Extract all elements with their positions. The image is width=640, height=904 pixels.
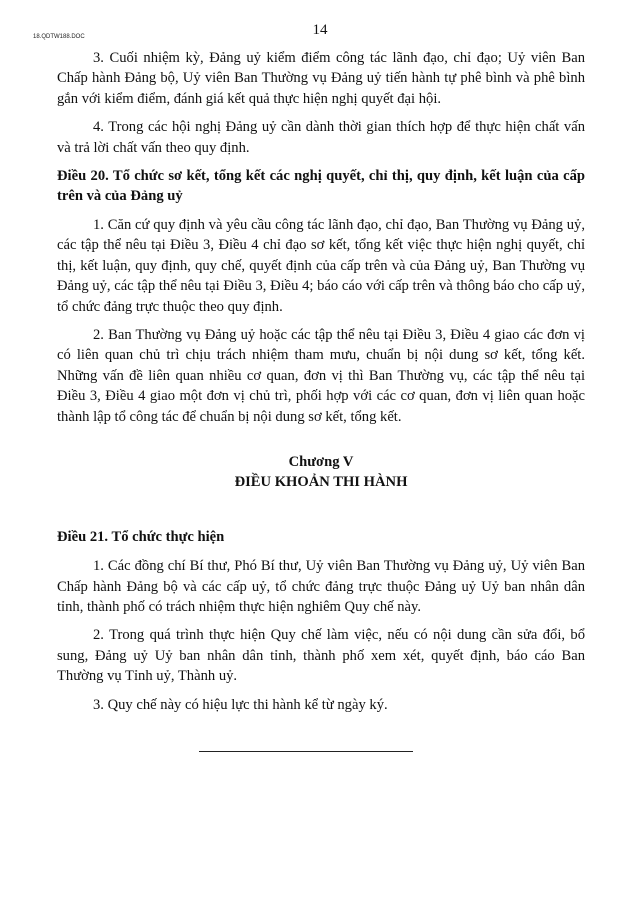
document-body	[57, 48, 585, 723]
chapter-heading	[57, 452, 585, 492]
article-21-title: Điều 21. Tổ chức thực hiện	[57, 529, 225, 546]
end-divider-line	[199, 751, 413, 752]
chapter-title: ĐIỀU KHOẢN THI HÀNH	[234, 474, 408, 491]
article-21-paragraph-1: 1. Các đồng chí Bí thư, Phó Bí thư, Uỷ viên Ban Thường vụ Đảng uỷ, Uỷ viên Ban Chấp hành Đảng bộ và các cấp uỷ, tổ chức đảng trực thuộc Đảng uỷ Uỷ ban nhân dân tỉnh, thành phố có trách nhiệm thực hiện nghiêm Quy chế này.	[57, 558, 585, 615]
article-20-title: Điều 20. Tổ chức sơ kết, tổng kết các nghị quyết, chỉ thị, quy định, kết luận của cấp trên và của Đảng uỷ	[57, 168, 585, 205]
article-21-paragraph-2: 2. Trong quá trình thực hiện Quy chế làm việc, nếu có nội dung cần sửa đổi, bổ sung, Đảng uỷ Uỷ ban nhân dân tỉnh, thành phố xem xét, quyết định, báo cáo Ban Thường vụ Tỉnh uỷ, Thành uỷ.	[57, 627, 585, 685]
file-tag: 18.QDTW188.DOC	[33, 34, 85, 40]
article-20-paragraph-1: 1. Căn cứ quy định và yêu cầu công tác lãnh đạo, chỉ đạo, Ban Thường vụ Đảng uỷ, các tập thể nêu tại Điều 3, Điều 4 chỉ đạo sơ kết, tổng kết việc thực hiện nghị quyết, chỉ thị, kết luận, quy định, quy chế, quyết định của cấp trên và của Đảng uỷ, Ban Thường vụ Đảng uỷ, các tập thể nêu tại Điều 3, Điều 4; báo cáo với cấp trên và thông báo cho cấp uỷ, tổ chức đảng trực thuộc theo quy định.	[57, 217, 585, 315]
article-20-paragraph-2: 2. Ban Thường vụ Đảng uỷ hoặc các tập thể nêu tại Điều 3, Điều 4 giao các đơn vị có liên quan chủ trì chịu trách nhiệm tham mưu, chuẩn bị nội dung sơ kết, tổng kết. Những vấn đề liên quan nhiều cơ quan, đơn vị thì Ban Thường vụ, các tập thể nêu tại Điều 3, Điều 4 giao một đơn vị chủ trì, phối hợp với các cơ quan, đơn vị liên quan hoặc thành lập tổ công tác để chuẩn bị nội dung sơ kết, tổng kết.	[57, 327, 585, 425]
article-21-paragraph-3: 3. Quy chế này có hiệu lực thi hành kể từ ngày ký.	[93, 696, 388, 713]
chapter-label: Chương V	[288, 454, 354, 471]
page-number: 14	[312, 22, 328, 38]
paragraph-item-3: 3. Cuối nhiệm kỳ, Đảng uỷ kiểm điểm công tác lãnh đạo, chỉ đạo; Uỷ viên Ban Chấp hành Đảng bộ, Uỷ viên Ban Thường vụ Đảng uỷ tiến hành tự phê bình và phê bình gắn với kiểm điểm, đánh giá kết quả thực hiện nghị quyết đại hội.	[57, 50, 585, 107]
paragraph-item-4: 4. Trong các hội nghị Đảng uỷ cần dành thời gian thích hợp để thực hiện chất vấn và trả lời chất vấn theo quy định.	[57, 119, 585, 156]
